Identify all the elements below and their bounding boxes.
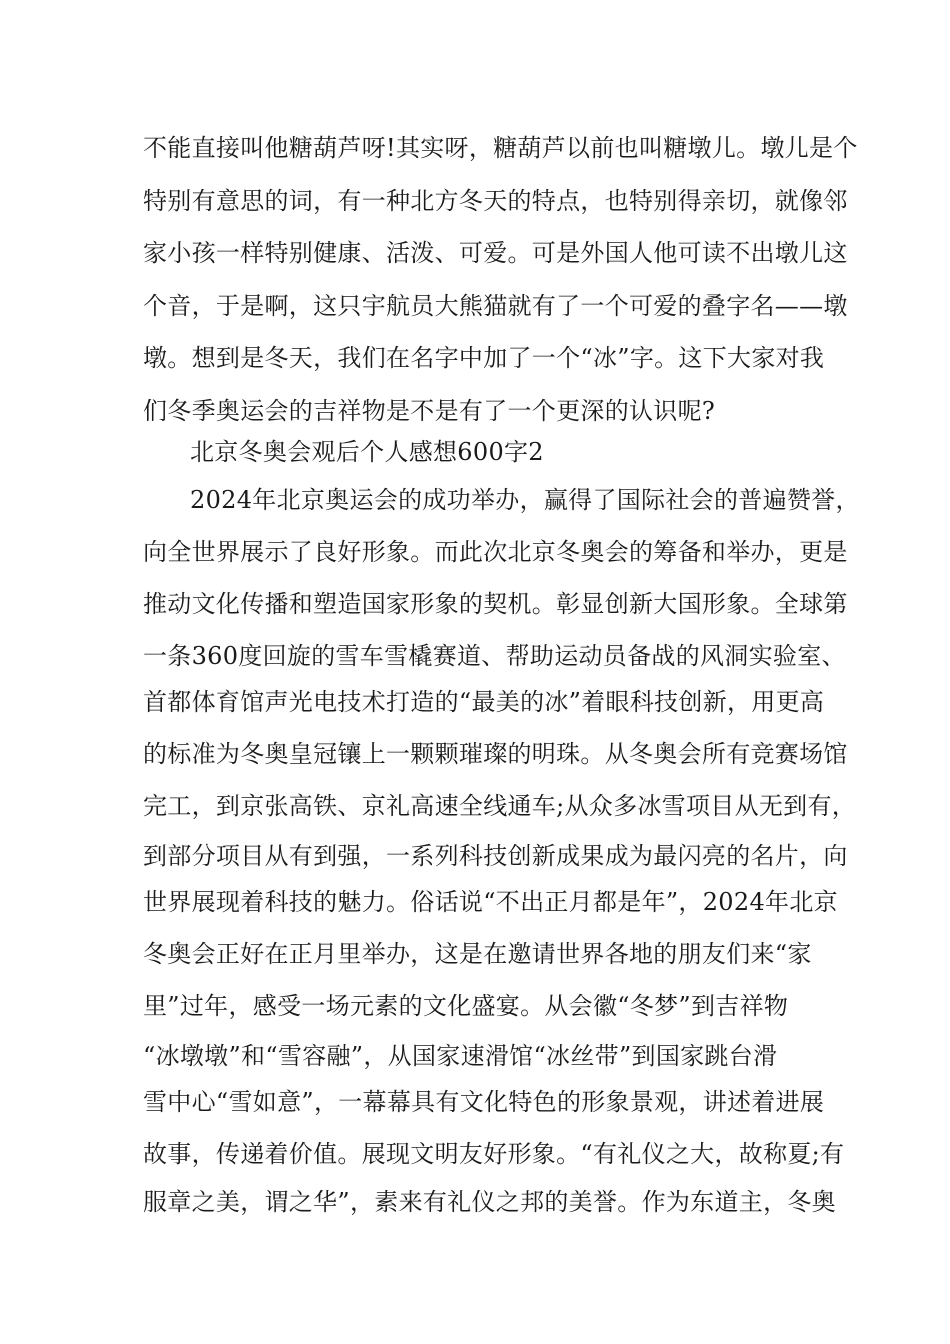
text-line: 服章之美，谓之华”，素来有礼仪之邦的美誉。作为东道主，冬奥 — [143, 1188, 836, 1216]
text-line: 世界展现着科技的魅力。俗话说“不出正月都是年”，2024年北京 — [143, 888, 838, 916]
text-line: 墩。想到是冬天，我们在名字中加了一个“冰”字。这下大家对我 — [143, 344, 825, 372]
text-line: 首都体育馆声光电技术打造的“最美的冰”着眼科技创新，用更高 — [143, 688, 825, 716]
text-line: 冬奥会正好在正月里举办，这是在邀请世界各地的朋友们来“家 — [143, 940, 812, 968]
text-line: “冰墩墩”和“雪容融”，从国家速滑馆“冰丝带”到国家跳台滑 — [143, 1042, 778, 1070]
text-line: 一条360度回旋的雪车雪橇赛道、帮助运动员备战的风洞实验室、 — [143, 642, 846, 670]
text-line: 2024年北京奥运会的成功举办，赢得了国际社会的普遍赞誉， — [190, 486, 860, 514]
text-line: 推动文化传播和塑造国家形象的契机。彰显创新大国形象。全球第 — [143, 590, 848, 618]
text-line: 故事，传递着价值。展现文明友好形象。“有礼仪之大，故称夏;有 — [143, 1140, 845, 1168]
text-line: 向全世界展示了良好形象。而此次北京冬奥会的筹备和举办，更是 — [143, 538, 848, 566]
text-line: 不能直接叫他糖葫芦呀!其实呀，糖葫芦以前也叫糖墩儿。墩儿是个 — [143, 134, 858, 162]
text-line: 特别有意思的词，有一种北方冬天的特点，也特别得亲切，就像邻 — [143, 187, 848, 215]
text-line: 完工，到京张高铁、京礼高速全线通车;从众多冰雪项目从无到有， — [143, 792, 857, 820]
text-line: 家小孩一样特别健康、活泼、可爱。可是外国人他可读不出墩儿这 — [143, 239, 848, 267]
text-line: 里”过年，感受一场元素的文化盛宴。从会徽“冬梦”到吉祥物 — [143, 992, 789, 1020]
section-heading: 北京冬奥会观后个人感想600字2 — [190, 438, 544, 466]
text-line: 个音，于是啊，这只宇航员大熊猫就有了一个可爱的叠字名——墩 — [143, 292, 848, 320]
text-line: 的标准为冬奥皇冠镶上一颗颗璀璨的明珠。从冬奥会所有竞赛场馆 — [143, 740, 848, 768]
text-line: 们冬季奥运会的吉祥物是不是有了一个更深的认识呢? — [143, 397, 716, 425]
text-line: 雪中心“雪如意”，一幕幕具有文化特色的形象景观，讲述着进展 — [143, 1088, 825, 1116]
text-line: 到部分项目从有到强，一系列科技创新成果成为最闪亮的名片，向 — [143, 842, 848, 870]
